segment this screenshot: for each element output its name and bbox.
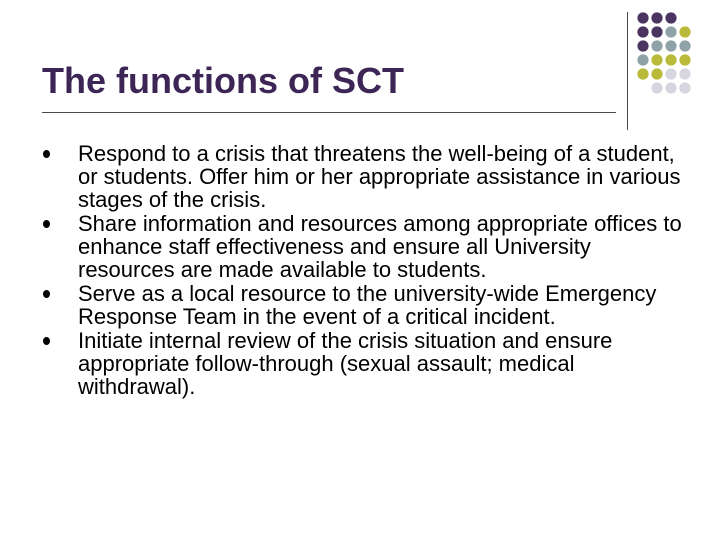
bullet-dot-icon <box>43 150 50 158</box>
bullet-list <box>42 142 692 399</box>
decorative-dot <box>665 54 676 65</box>
decorative-dot <box>651 82 662 93</box>
decorative-dot <box>665 82 676 93</box>
decorative-dot <box>679 40 690 51</box>
decorative-dot <box>679 82 690 93</box>
bullet-item <box>42 329 692 398</box>
bullet-text: Share information and resources among appropriate offices to enhance staff effectiveness and ensure all University resources are made available to students. <box>78 211 682 282</box>
decorative-dot <box>637 68 648 79</box>
bullet-item <box>42 212 692 281</box>
title-divider <box>42 112 616 113</box>
bullet-dot-icon <box>43 337 50 345</box>
bullet-item <box>42 282 692 328</box>
slide-title: The functions of SCT <box>42 60 404 101</box>
decorative-dot <box>665 68 676 79</box>
decorative-dot <box>637 26 648 37</box>
decorative-dot <box>637 40 648 51</box>
bullet-dot-icon <box>43 220 50 228</box>
vertical-divider <box>627 12 628 130</box>
decorative-dot <box>665 26 676 37</box>
decorative-dot <box>651 68 662 79</box>
decorative-dot <box>679 26 690 37</box>
decorative-dot <box>665 40 676 51</box>
decorative-dot <box>679 68 690 79</box>
decorative-dot <box>651 40 662 51</box>
bullet-text: Respond to a crisis that threatens the well-being of a student, or students. Offer him or her appropriate assistance in various stages of the crisis. <box>78 141 681 212</box>
bullet-text: Serve as a local resource to the university-wide Emergency Response Team in the event of a critical incident. <box>78 281 657 329</box>
decorative-dot <box>637 12 648 23</box>
decorative-dot <box>665 12 676 23</box>
bullet-dot-icon <box>43 290 50 298</box>
bullet-item <box>42 142 692 211</box>
decorative-dot <box>679 54 690 65</box>
decorative-dot <box>637 54 648 65</box>
decorative-dot <box>651 54 662 65</box>
decorative-dot <box>651 26 662 37</box>
bullet-text: Initiate internal review of the crisis situation and ensure appropriate follow-through (sexual assault; medical withdrawal). <box>78 328 613 399</box>
decorative-dot <box>651 12 662 23</box>
